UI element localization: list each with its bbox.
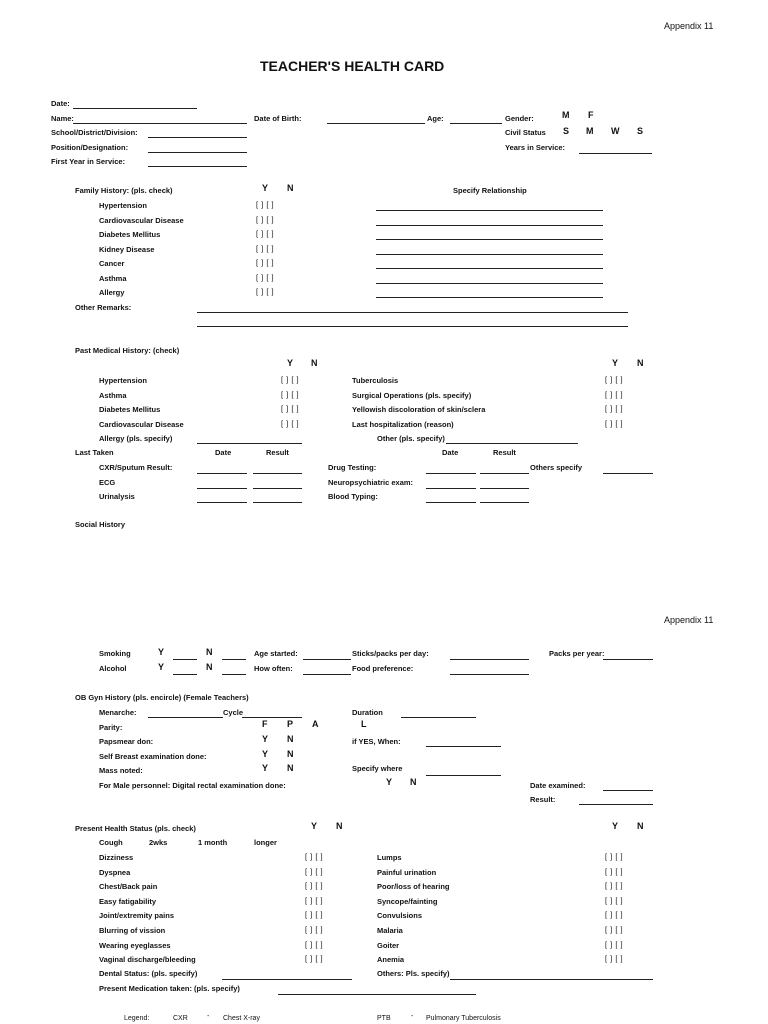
cycle-field[interactable] bbox=[242, 717, 302, 718]
others-specify-field-2[interactable] bbox=[450, 979, 653, 980]
family-item-checkbox[interactable]: [ ] [ ] bbox=[256, 200, 275, 209]
other-specify-field[interactable] bbox=[446, 443, 578, 444]
other-remarks-label: Other Remarks: bbox=[75, 303, 132, 312]
past-left-label: Cardiovascular Disease bbox=[99, 419, 184, 429]
past-y-right: Y bbox=[612, 358, 619, 368]
past-left-checkbox[interactable]: [ ] [ ] bbox=[281, 418, 300, 428]
result-field[interactable] bbox=[579, 804, 653, 805]
parity-l[interactable]: L bbox=[361, 719, 367, 729]
symptom-left-checkbox[interactable]: [ ] [ ] bbox=[305, 852, 324, 861]
family-item-label: Cancer bbox=[99, 259, 125, 268]
relationship-field[interactable] bbox=[376, 268, 603, 269]
years-service-field[interactable] bbox=[579, 153, 652, 154]
date-examined-field[interactable] bbox=[603, 790, 653, 791]
lab-right-label: Drug Testing: bbox=[328, 463, 377, 472]
past-left-checkbox[interactable]: [ ] [ ] bbox=[281, 375, 300, 384]
family-item-label: Allergy bbox=[99, 288, 125, 297]
social-history-title: Social History bbox=[75, 520, 126, 529]
symptom-left-label: Blurring of vission bbox=[99, 926, 166, 935]
position-field[interactable] bbox=[148, 152, 247, 153]
duration-field[interactable] bbox=[401, 717, 476, 718]
family-item-label: Hypertension bbox=[99, 201, 147, 210]
parity-a[interactable]: A bbox=[312, 719, 319, 729]
papsmear-label: Papsmear don: bbox=[99, 737, 154, 746]
appendix-label: Appendix 11 bbox=[664, 21, 714, 31]
others-specify-field[interactable] bbox=[603, 473, 653, 474]
cough-1month[interactable]: 1 month bbox=[198, 838, 228, 847]
parity-f[interactable]: F bbox=[262, 719, 268, 729]
last-taken-result-header: Result bbox=[266, 448, 289, 457]
lab-right-date-field[interactable] bbox=[426, 488, 476, 489]
civil-w[interactable]: W bbox=[611, 126, 620, 136]
parity-label: Parity: bbox=[99, 723, 123, 732]
breast-exam-n[interactable]: N bbox=[287, 749, 294, 759]
past-left-label: Hypertension bbox=[99, 376, 147, 385]
how-often-field[interactable] bbox=[303, 674, 351, 675]
past-right-checkbox[interactable]: [ ] [ ] bbox=[605, 404, 624, 413]
symptom-left-label: Dizziness bbox=[99, 853, 134, 862]
past-right-checkbox[interactable]: [ ] [ ] bbox=[605, 418, 624, 428]
lab-right-result-field[interactable] bbox=[480, 488, 529, 489]
last-taken-date-header-right: Date bbox=[442, 448, 459, 457]
alcohol-y-field[interactable] bbox=[173, 674, 197, 675]
past-left-label: Asthma bbox=[99, 390, 127, 400]
sticks-label: Sticks/packs per day: bbox=[352, 649, 429, 658]
sticks-field[interactable] bbox=[450, 659, 529, 660]
first-year-label: First Year in Service: bbox=[51, 157, 126, 166]
family-n-header: N bbox=[287, 183, 294, 193]
symptom-right-label: Malaria bbox=[377, 926, 403, 935]
civil-s-separated[interactable]: S bbox=[637, 126, 644, 136]
symptom-right-checkbox[interactable]: [ ] [ ] bbox=[605, 925, 624, 934]
how-often-label: How often: bbox=[254, 664, 293, 673]
lab-right-date-field[interactable] bbox=[426, 502, 476, 503]
years-service-label: Years in Service: bbox=[505, 143, 566, 152]
position-label: Position/Designation: bbox=[51, 143, 129, 152]
medication-field[interactable] bbox=[278, 994, 476, 995]
lab-right-result-field[interactable] bbox=[480, 502, 529, 503]
allergy-specify-label: Allergy (pls. specify) bbox=[99, 434, 173, 443]
family-history-title: Family History: (pls. check) bbox=[75, 186, 173, 195]
alcohol-n[interactable]: N bbox=[206, 662, 213, 672]
present-y-left: Y bbox=[311, 821, 318, 831]
family-item-label: Diabetes Mellitus bbox=[99, 230, 161, 239]
relationship-header: Specify Relationship bbox=[453, 186, 527, 195]
past-left-checkbox[interactable]: [ ] [ ] bbox=[281, 389, 300, 399]
food-field[interactable] bbox=[450, 674, 529, 675]
date-examined-label: Date examined: bbox=[530, 781, 586, 790]
gender-f[interactable]: F bbox=[588, 110, 594, 120]
other-specify-label: Other (pls. specify) bbox=[377, 434, 445, 443]
age-label: Age: bbox=[427, 114, 444, 123]
family-item-checkbox[interactable]: [ ] [ ] bbox=[256, 214, 275, 224]
past-n-right: N bbox=[637, 358, 644, 368]
lab-right-label: Neuropsychiatric exam: bbox=[328, 477, 414, 487]
obgyn-title: OB Gyn History (pls. encircle) (Female Teachers) bbox=[75, 693, 249, 702]
date-field[interactable] bbox=[73, 108, 197, 109]
packs-year-label: Packs per year: bbox=[549, 649, 605, 658]
family-item-label: Kidney Disease bbox=[99, 244, 155, 254]
school-label: School/District/Division: bbox=[51, 128, 138, 137]
cough-2wks[interactable]: 2wks bbox=[149, 838, 168, 847]
gender-label: Gender: bbox=[505, 114, 534, 123]
papsmear-y[interactable]: Y bbox=[262, 734, 269, 744]
legend-ptb: PTB bbox=[377, 1015, 391, 1022]
allergy-specify-field[interactable] bbox=[197, 443, 302, 444]
civil-m[interactable]: M bbox=[586, 126, 594, 136]
last-taken-date-header: Date bbox=[215, 448, 232, 457]
lab-right-date-field[interactable] bbox=[426, 473, 476, 474]
name-field[interactable] bbox=[73, 123, 247, 124]
cycle-label: Cycle bbox=[223, 708, 244, 717]
if-yes-field[interactable] bbox=[426, 746, 501, 747]
civil-status-label: Civil Status bbox=[505, 128, 546, 137]
lab-left-label: Urinalysis bbox=[99, 492, 135, 501]
appendix-label-2: Appendix 11 bbox=[664, 615, 714, 625]
past-y-left: Y bbox=[287, 358, 294, 368]
other-remarks-line-2[interactable] bbox=[197, 326, 628, 327]
smoking-n[interactable]: N bbox=[206, 647, 213, 657]
family-item-checkbox[interactable]: [ ] [ ] bbox=[256, 287, 275, 296]
symptom-right-checkbox[interactable]: [ ] [ ] bbox=[605, 852, 624, 861]
smoking-n-field[interactable] bbox=[222, 659, 246, 660]
last-taken-title: Last Taken bbox=[75, 448, 114, 457]
dental-status-field[interactable] bbox=[222, 979, 352, 980]
symptom-right-label: Lumps bbox=[377, 853, 402, 862]
result-label: Result: bbox=[530, 795, 556, 804]
symptom-right-checkbox[interactable]: [ ] [ ] bbox=[605, 866, 624, 876]
alcohol-label: Alcohol bbox=[99, 664, 127, 673]
parity-p[interactable]: P bbox=[287, 719, 294, 729]
mass-noted-label: Mass noted: bbox=[99, 766, 143, 775]
food-label: Food preference: bbox=[352, 664, 414, 673]
alcohol-n-field[interactable] bbox=[222, 674, 246, 675]
gender-m[interactable]: M bbox=[562, 110, 570, 120]
symptom-left-checkbox[interactable]: [ ] [ ] bbox=[305, 866, 324, 876]
symptom-left-checkbox[interactable]: [ ] [ ] bbox=[305, 910, 324, 920]
lab-left-result-field[interactable] bbox=[253, 488, 302, 489]
page-title: TEACHER'S HEALTH CARD bbox=[260, 58, 445, 74]
relationship-field[interactable] bbox=[376, 225, 603, 226]
family-item-label: Cardiovascular Disease bbox=[99, 215, 184, 225]
legend-dash-2: - bbox=[411, 1013, 414, 1020]
symptom-right-checkbox[interactable]: [ ] [ ] bbox=[605, 954, 624, 964]
lab-right-result-field[interactable] bbox=[480, 473, 529, 474]
symptom-right-checkbox[interactable]: [ ] [ ] bbox=[605, 881, 624, 891]
age-field[interactable] bbox=[450, 123, 502, 124]
symptom-left-checkbox[interactable]: [ ] [ ] bbox=[305, 954, 324, 964]
past-right-checkbox[interactable]: [ ] [ ] bbox=[605, 375, 624, 384]
others-specify-label: Others specify bbox=[530, 463, 583, 472]
papsmear-n[interactable]: N bbox=[287, 734, 294, 744]
symptom-right-label: Goiter bbox=[377, 940, 400, 950]
family-item-checkbox[interactable]: [ ] [ ] bbox=[256, 258, 275, 267]
past-n-left: N bbox=[311, 358, 318, 368]
lab-left-result-field[interactable] bbox=[253, 473, 302, 474]
menarche-field[interactable] bbox=[148, 717, 223, 718]
family-item-checkbox[interactable]: [ ] [ ] bbox=[256, 229, 275, 238]
symptom-left-label: Easy fatigability bbox=[99, 896, 157, 906]
dob-field[interactable] bbox=[327, 123, 425, 124]
dental-status-label: Dental Status: (pls. specify) bbox=[99, 969, 198, 978]
breast-exam-label: Self Breast examination done: bbox=[99, 752, 207, 761]
breast-exam-y[interactable]: Y bbox=[262, 749, 269, 759]
symptom-left-label: Vaginal discharge/bleeding bbox=[99, 955, 196, 965]
symptom-right-label: Convulsions bbox=[377, 911, 423, 921]
mass-noted-n[interactable]: N bbox=[287, 763, 294, 773]
present-n-right: N bbox=[637, 821, 644, 831]
relationship-field[interactable] bbox=[376, 239, 603, 240]
male-exam-label: For Male personnel: Digital rectal examination done: bbox=[99, 781, 286, 790]
present-y-right: Y bbox=[612, 821, 619, 831]
symptom-right-label: Anemia bbox=[377, 955, 405, 965]
lab-left-date-field[interactable] bbox=[197, 502, 247, 503]
present-n-left: N bbox=[336, 821, 343, 831]
symptom-right-label: Poor/loss of hearing bbox=[377, 882, 450, 892]
symptom-left-label: Dyspnea bbox=[99, 867, 131, 877]
family-item-checkbox[interactable]: [ ] [ ] bbox=[256, 272, 275, 282]
specify-where-label: Specify where bbox=[352, 764, 403, 773]
lab-right-label: Blood Typing: bbox=[328, 492, 378, 501]
duration-label: Duration bbox=[352, 708, 383, 717]
menarche-label: Menarche: bbox=[99, 708, 137, 717]
legend-dash-1: - bbox=[207, 1013, 210, 1020]
symptom-right-checkbox[interactable]: [ ] [ ] bbox=[605, 895, 624, 905]
school-field[interactable] bbox=[148, 137, 247, 138]
symptom-left-checkbox[interactable]: [ ] [ ] bbox=[305, 895, 324, 905]
packs-year-field[interactable] bbox=[603, 659, 653, 660]
lab-left-date-field[interactable] bbox=[197, 473, 247, 474]
legend-cxr-def: Chest X-ray bbox=[223, 1015, 260, 1022]
legend-label: Legend: bbox=[124, 1015, 150, 1022]
dob-label: Date of Birth: bbox=[254, 114, 302, 123]
symptom-left-label: Wearing eyeglasses bbox=[99, 940, 171, 950]
past-left-checkbox[interactable]: [ ] [ ] bbox=[281, 404, 300, 413]
past-left-label: Diabetes Mellitus bbox=[99, 405, 161, 414]
lab-left-label: ECG bbox=[99, 477, 116, 487]
family-item-checkbox[interactable]: [ ] [ ] bbox=[256, 243, 275, 253]
smoking-label: Smoking bbox=[99, 649, 131, 658]
past-right-label: Tuberculosis bbox=[352, 376, 399, 385]
medication-label: Present Medication taken: (pls. specify) bbox=[99, 984, 240, 993]
if-yes-label: if YES, When: bbox=[352, 737, 401, 746]
symptom-left-checkbox[interactable]: [ ] [ ] bbox=[305, 881, 324, 891]
symptom-right-checkbox[interactable]: [ ] [ ] bbox=[605, 939, 624, 949]
legend-ptb-def: Pulmonary Tuberculosis bbox=[426, 1015, 501, 1022]
past-right-label: Surgical Operations (pls. specify) bbox=[352, 390, 472, 400]
lab-left-label: CXR/Sputum Result: bbox=[99, 463, 173, 472]
symptom-right-checkbox[interactable]: [ ] [ ] bbox=[605, 910, 624, 920]
past-right-label: Last hospitalization (reason) bbox=[352, 419, 454, 429]
past-history-title: Past Medical History: (check) bbox=[75, 346, 180, 355]
present-health-title: Present Health Status (pls. check) bbox=[75, 824, 196, 833]
family-item-label: Asthma bbox=[99, 273, 127, 283]
relationship-field[interactable] bbox=[376, 210, 603, 211]
lab-left-date-field[interactable] bbox=[197, 488, 247, 489]
specify-where-field[interactable] bbox=[426, 775, 501, 776]
family-y-header: Y bbox=[262, 183, 269, 193]
other-remarks-line-1[interactable] bbox=[197, 312, 628, 313]
date-label: Date: bbox=[51, 99, 70, 108]
cough-label: Cough bbox=[99, 838, 123, 847]
mass-noted-y[interactable]: Y bbox=[262, 763, 269, 773]
first-year-field[interactable] bbox=[148, 166, 247, 167]
relationship-field[interactable] bbox=[376, 254, 603, 255]
male-exam-n[interactable]: N bbox=[410, 777, 417, 787]
alcohol-y[interactable]: Y bbox=[158, 662, 165, 672]
age-started-field[interactable] bbox=[303, 659, 351, 660]
age-started-label: Age started: bbox=[254, 649, 298, 658]
others-specify-label-2: Others: Pls. specify) bbox=[377, 969, 450, 978]
past-right-checkbox[interactable]: [ ] [ ] bbox=[605, 389, 624, 399]
lab-left-result-field[interactable] bbox=[253, 502, 302, 503]
symptom-right-label: Painful urination bbox=[377, 867, 437, 877]
symptom-left-label: Joint/extremity pains bbox=[99, 911, 175, 921]
name-label: Name: bbox=[51, 114, 74, 123]
legend-cxr: CXR bbox=[173, 1015, 188, 1022]
past-right-label: Yellowish discoloration of skin/sclera bbox=[352, 405, 486, 414]
symptom-left-label: Chest/Back pain bbox=[99, 882, 158, 892]
male-exam-y[interactable]: Y bbox=[386, 777, 393, 787]
civil-s-single[interactable]: S bbox=[563, 126, 570, 136]
symptom-right-label: Syncope/fainting bbox=[377, 896, 438, 906]
symptom-left-checkbox[interactable]: [ ] [ ] bbox=[305, 925, 324, 934]
last-taken-result-header-right: Result bbox=[493, 448, 516, 457]
relationship-field[interactable] bbox=[376, 297, 603, 298]
symptom-left-checkbox[interactable]: [ ] [ ] bbox=[305, 939, 324, 949]
relationship-field[interactable] bbox=[376, 283, 603, 284]
smoking-y[interactable]: Y bbox=[158, 647, 165, 657]
smoking-y-field[interactable] bbox=[173, 659, 197, 660]
cough-longer[interactable]: longer bbox=[254, 838, 277, 847]
